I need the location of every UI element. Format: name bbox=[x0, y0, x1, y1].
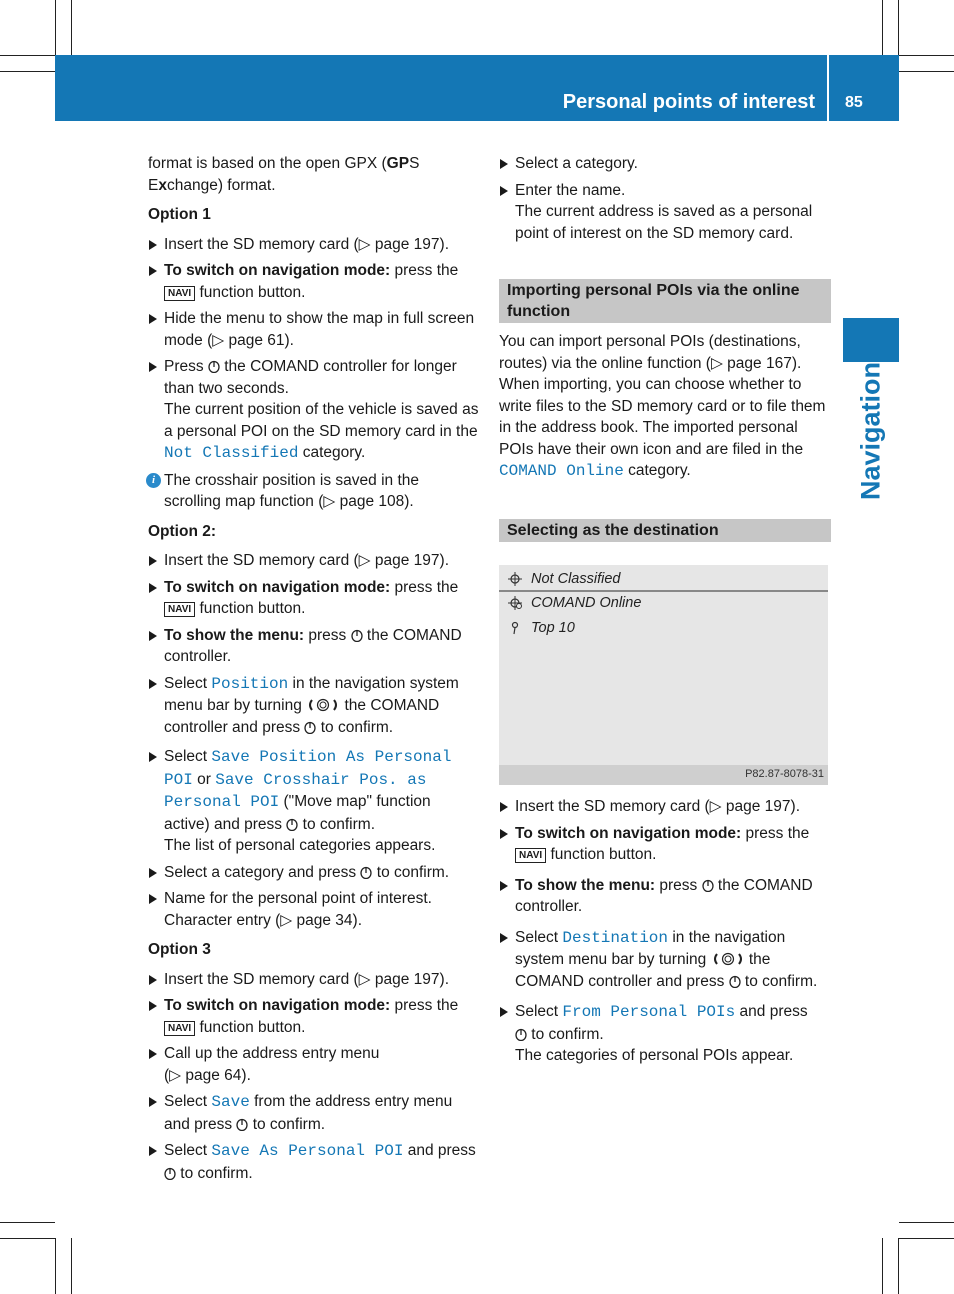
crop-mark bbox=[0, 71, 55, 72]
controller-press-icon bbox=[208, 359, 220, 373]
controller-press-icon bbox=[286, 817, 298, 831]
list-item: Hide the menu to show the map in full screen mode (▷ page 61). bbox=[148, 308, 480, 351]
crop-mark bbox=[71, 1238, 72, 1294]
option-3-heading: Option 3 bbox=[148, 941, 211, 958]
list-item: Insert the SD memory card (▷ page 197). bbox=[148, 969, 480, 991]
info-note: i The crosshair position is saved in the scrolling map function (▷ page 108). bbox=[148, 470, 480, 513]
chapter-label: Navigation bbox=[855, 361, 886, 501]
controller-press-icon bbox=[351, 628, 363, 642]
navi-key-icon: NAVI bbox=[164, 602, 195, 617]
crop-mark bbox=[899, 1222, 954, 1223]
option-1-heading: Option 1 bbox=[148, 206, 211, 223]
pin-icon bbox=[508, 621, 522, 635]
list-item: Select From Personal POIs and press to confirm. The categories of personal POIs appear. bbox=[499, 1001, 831, 1067]
poi-crosshair-icon bbox=[508, 572, 522, 586]
controller-press-icon bbox=[236, 1117, 248, 1131]
crop-mark bbox=[55, 1238, 56, 1294]
screen-footer bbox=[499, 765, 828, 785]
left-column bbox=[148, 153, 480, 1189]
crop-mark bbox=[0, 1238, 55, 1239]
list-item: Select Save Position As Personal POI or Save Crosshair Pos. as Personal POI ("Move map" function active) and press to confirm. The list of personal categories appears. bbox=[148, 746, 480, 857]
controller-turn-icon bbox=[306, 698, 340, 712]
page-number: 85 bbox=[845, 94, 863, 111]
screen-row-not-classified: Not Classified bbox=[499, 567, 828, 591]
list-item: Press the COMAND controller for longer than two seconds. The current position of the vehicle is saved as a personal POI on the SD memory card in the Not Classified category. bbox=[148, 356, 480, 465]
crop-mark bbox=[899, 55, 954, 56]
section-heading-import: Importing personal POIs via the online function bbox=[499, 279, 831, 323]
crop-mark bbox=[55, 0, 56, 55]
chapter-tab bbox=[843, 318, 899, 362]
navi-key-icon: NAVI bbox=[164, 286, 195, 301]
crop-mark bbox=[898, 0, 899, 55]
list-item: To show the menu: press the COMAND controller. bbox=[499, 875, 831, 918]
section-heading-destination: Selecting as the destination bbox=[499, 519, 831, 542]
navi-key-icon: NAVI bbox=[515, 848, 546, 863]
right-column-lower bbox=[499, 796, 831, 1072]
list-item: To switch on navigation mode: press the NAVI function button. bbox=[499, 823, 831, 866]
controller-turn-icon bbox=[711, 952, 745, 966]
list-item: Select a category and press to confirm. bbox=[148, 862, 480, 884]
crop-mark bbox=[899, 71, 954, 72]
intro-paragraph: format is based on the open GPX (GPS Exchange) format. bbox=[148, 155, 420, 194]
poi-online-icon bbox=[508, 596, 522, 610]
list-item: Name for the personal point of interest. Character entry (▷ page 34). bbox=[148, 888, 480, 931]
controller-press-icon bbox=[702, 878, 714, 892]
header-divider bbox=[827, 55, 829, 121]
list-item: Enter the name. The current address is saved as a personal point of interest on the SD memory card. bbox=[499, 180, 831, 245]
list-item: Select a category. bbox=[499, 153, 831, 175]
list-item: Call up the address entry menu (▷ page 64). bbox=[148, 1043, 480, 1086]
navi-key-icon: NAVI bbox=[164, 1021, 195, 1036]
screen-row-top-10: Top 10 bbox=[499, 616, 828, 640]
crop-mark bbox=[899, 1238, 954, 1239]
screen-row-comand-online: COMAND Online bbox=[499, 591, 828, 615]
list-item: Insert the SD memory card (▷ page 197). bbox=[499, 796, 831, 818]
list-item: Select Save from the address entry menu and press to confirm. bbox=[148, 1091, 480, 1135]
comand-screen-image bbox=[499, 565, 828, 785]
controller-press-icon bbox=[515, 1027, 527, 1041]
right-column bbox=[499, 153, 831, 542]
page-header bbox=[55, 55, 899, 121]
list-item: Select Destination in the navigation system menu bar by turning the COMAND controller and press to confirm. bbox=[499, 927, 831, 993]
crop-mark bbox=[71, 0, 72, 55]
controller-press-icon bbox=[164, 1166, 176, 1180]
list-item: To show the menu: press the COMAND controller. bbox=[148, 625, 480, 668]
list-item: To switch on navigation mode: press the NAVI function button. bbox=[148, 577, 480, 620]
crop-mark bbox=[0, 1222, 55, 1223]
list-item: Insert the SD memory card (▷ page 197). bbox=[148, 550, 480, 572]
list-item: Insert the SD memory card (▷ page 197). bbox=[148, 234, 480, 256]
figure-code: P82.87-8078-31 bbox=[745, 768, 824, 780]
list-item: To switch on navigation mode: press the NAVI function button. bbox=[148, 995, 480, 1038]
crop-mark bbox=[882, 1238, 883, 1294]
list-item: To switch on navigation mode: press the NAVI function button. bbox=[148, 260, 480, 303]
option-2-heading: Option 2: bbox=[148, 522, 217, 540]
crop-mark bbox=[898, 1238, 899, 1294]
crop-mark bbox=[0, 55, 55, 56]
list-item: Select Save As Personal POI and press to confirm. bbox=[148, 1140, 480, 1184]
list-item: Select Position in the navigation system menu bar by turning the COMAND controller and press to confirm. bbox=[148, 673, 480, 739]
controller-press-icon bbox=[729, 974, 741, 988]
controller-press-icon bbox=[304, 720, 316, 734]
crop-mark bbox=[882, 0, 883, 55]
info-icon: i bbox=[146, 473, 161, 488]
page-title: Personal points of interest bbox=[562, 91, 815, 113]
controller-press-icon bbox=[360, 865, 372, 879]
import-paragraph: You can import personal POIs (destinations, routes) via the online function (▷ page 167). When importing, you can choose whether to write files to the SD memory card or to file them in the address book. The imported personal POIs have their own icon and are filed in the COMAND Online category. bbox=[499, 333, 826, 480]
